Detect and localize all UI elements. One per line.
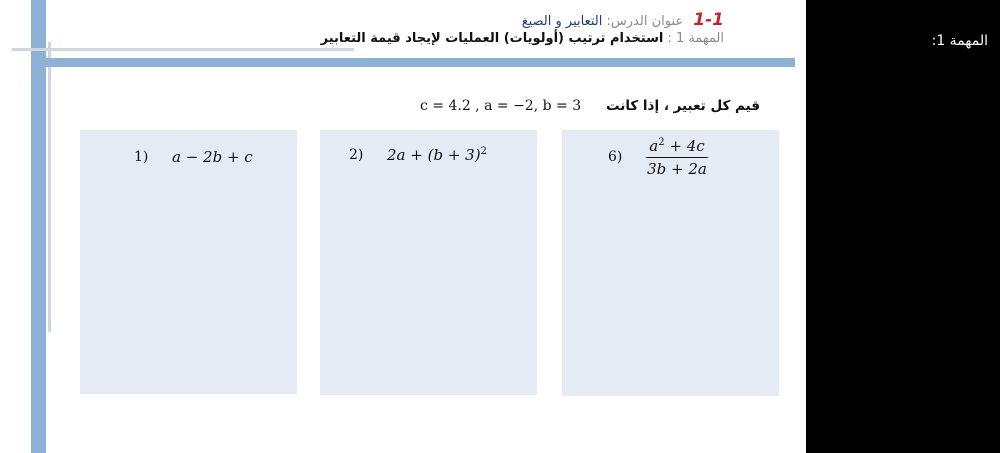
left-thin-line	[48, 42, 51, 332]
fraction-numerator	[646, 137, 708, 158]
side-task-label[interactable]: المهمة 1:	[931, 33, 988, 49]
numerator-exponent: 2	[658, 137, 665, 148]
lesson-label: عنوان الدرس:	[606, 14, 684, 29]
instruction-text: قيم كل تعبير ، إذا كانت	[605, 98, 760, 114]
side-panel	[806, 0, 1000, 453]
fraction-denominator: 3b + 2a	[647, 160, 707, 178]
instruction-row	[420, 95, 760, 117]
expression-base-2: 2a + (b + 3)	[387, 146, 481, 164]
problem-number-2: 2)	[349, 147, 364, 163]
left-accent-bar	[31, 0, 46, 453]
exponent-2: 2	[480, 146, 487, 157]
problem-number-1: 1)	[134, 149, 149, 165]
lesson-title: التعابير و الصيغ	[521, 14, 603, 29]
given-values: c = 4.2 , a = −2, b = 3	[420, 98, 582, 114]
task-text: استخدام ترتيب (أولويات) العمليات لإيجاد قيمة التعابير	[320, 31, 664, 46]
problem-expression-1: a − 2b + c	[172, 148, 253, 166]
problem-box-1[interactable]	[80, 130, 297, 394]
problem-number-6: 6)	[608, 149, 623, 165]
lesson-number: 1-1	[693, 10, 724, 30]
task-label: المهمة 1 :	[667, 31, 724, 46]
numerator-rest: + 4c	[664, 137, 705, 155]
problem-box-2[interactable]	[320, 130, 537, 395]
fraction-expression-6	[646, 137, 708, 178]
header-accent-bar	[46, 58, 795, 67]
problem-box-6[interactable]	[562, 130, 779, 396]
worksheet-header	[321, 10, 724, 46]
top-thin-line	[12, 48, 354, 51]
problem-expression-2	[387, 146, 487, 164]
numerator-base: a	[649, 137, 659, 155]
